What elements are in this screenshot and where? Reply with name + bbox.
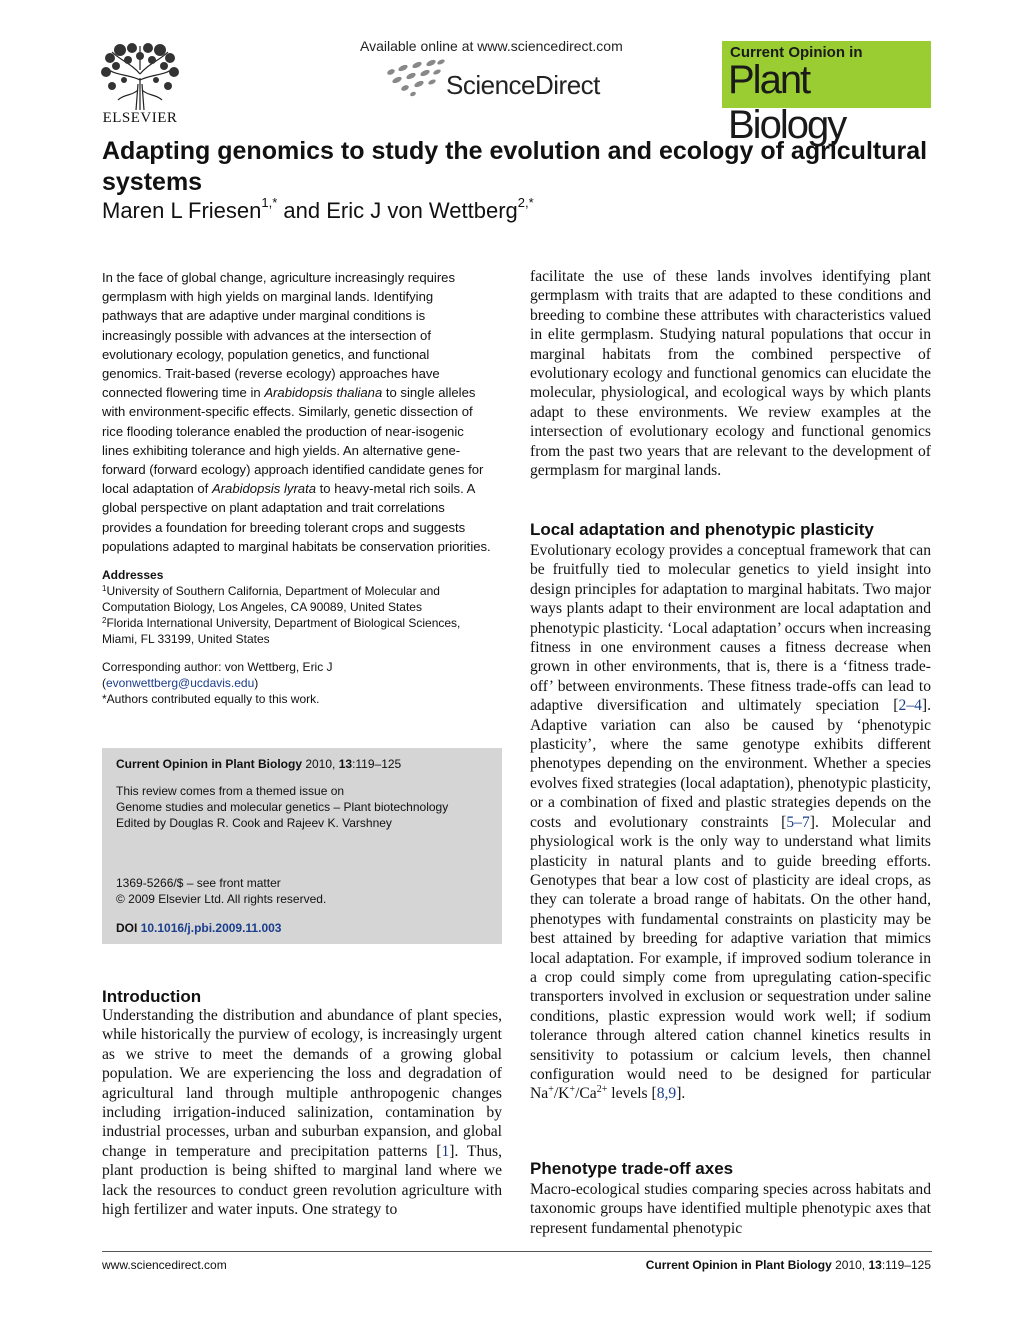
journal-badge	[722, 41, 931, 147]
address-2: $^2$Florida International University, Department of Biological Sciences, Miami, FL 33199, United States	[102, 616, 461, 647]
corresponding-author: Corresponding author: von Wettberg, Eric J	[102, 660, 333, 675]
author-list	[102, 195, 534, 224]
author-1-affiliation[interactable]: 1,*	[261, 195, 278, 210]
sciencedirect-dots-icon	[383, 58, 447, 98]
article-info-box	[102, 748, 502, 944]
reference-link[interactable]: 8,9	[656, 1085, 677, 1103]
journal-badge-top: Current Opinion in	[730, 44, 863, 61]
copyright-line: © 2009 Elsevier Ltd. All rights reserved.	[116, 892, 327, 906]
addresses-heading: Addresses	[102, 568, 164, 583]
publisher-name: ELSEVIER	[102, 110, 178, 126]
journal-badge-main: Plant Biology	[728, 58, 846, 147]
author-2: Eric J von Wettberg	[326, 198, 518, 223]
available-online-text: Available online at www.sciencedirect.com	[360, 38, 623, 54]
article-title: Adapting genomics to study the evolution and ecology of agricultural systems	[102, 137, 928, 196]
issn-line: 1369-5266/$ – see front matter	[116, 876, 281, 890]
footer-url[interactable]: www.sciencedirect.com	[102, 1258, 227, 1272]
species-name: Arabidopsis lyrata	[211, 481, 317, 497]
editors-line: Edited by Douglas R. Cook and Rajeev K. Varshney	[116, 816, 392, 830]
footer-divider	[102, 1251, 932, 1252]
themed-issue-line: This review comes from a themed issue on	[116, 784, 345, 798]
introduction-paragraph: Understanding the distribution and abundance of plant species, while historically the purview of ecology, is increasingly urgent as we strive to meet the demands of a growing global population. We are experiencing the loss and degradation of agricultural land through multiple anthropogenic changes including irrigation-induced salinization, contamination by industrial processes, urban and suburban expansion, and global change in temperature and precipitation patterns [1]. Thus, plant production is being shifted to marginal land where we lack the resources to conduct green revolution agriculture with high fertilizer and water inputs. One strategy to	[102, 1007, 503, 1219]
footer-citation: Current Opinion in Plant Biology 2010, 13:119–125	[645, 1258, 931, 1272]
introduction-continued: facilitate the use of these lands involves identifying plant germplasm with traits that are adapted to these conditions and breeding to combine these attributes with characteristics valued in elite germplasm. Studying natural populations that occur in marginal habitats from the combined perspective of evolutionary ecology and functional genomics can elucidate the molecular, physiological, and ecological ways by which plants adapt to these environments. We review examples at the intersection of evolutionary ecology and functional genomics from the past two years that are relevant to the development of germplasm for marginal lands.	[530, 268, 931, 480]
local-adaptation-paragraph: Evolutionary ecology provides a conceptual framework that can be fruitfully tied to molecular genetics to yield insight into design principles for adaptation to marginal habitats. Two major ways plants adapt to their environment are local adaptation and phenotypic plasticity. ‘Local adaptation’ occurs when increasing fitness in one environment causes a fitness decrease when grown in other environments, that is, there is a ‘fitness trade-off’ between environments. These fitness trade-offs can lead to adaptive diversification and ultimately speciation [2–4]. Adaptive variation can also be caused by ‘phenotypic plasticity’, where the same genotype exhibits different phenotypes depending on the environment. Whether a species evolves fixed strategies (local adaptation), phenotypic plasticity, or a combination of fixed and plastic strategies depends on the costs and evolutionary constraints [5–7]. Molecular and physiological work is the only way to understand what limits plasticity in natural plants and to guide breeding efforts. Genotypes that bear a low cost of plasticity are ideal crops, as they can tolerate a broad range of habitats. On the other hand, phenotypes with fundamental constraints on plasticity may be best attained by breeding for adaptive variation that mimics local adaptation. For example, if improved sodium tolerance in a crop could simply come from upregulating cation-specific transporters involved in exclusion or sequestration under saline conditions, plastic expression would work well; if sodium tolerance through altered cation channel kinetics results in sensitivity to potassium or calcium levels, then channel configuration would need to be designed for particular $Na^+/K^+/Ca^{2+}$ levels [8,9].	[530, 542, 931, 1103]
reference-link[interactable]: 1	[441, 1142, 450, 1160]
corresponding-email-line: (evonwettberg@ucdavis.edu)	[102, 676, 259, 691]
species-name: Arabidopsis thaliana	[264, 385, 383, 401]
author-1: Maren L Friesen	[102, 198, 262, 223]
reference-link[interactable]: 5–7	[786, 813, 810, 831]
doi-line: DOI 10.1016/j.pbi.2009.11.003	[116, 921, 282, 935]
sciencedirect-logo[interactable]	[383, 58, 643, 98]
author-separator: and	[277, 198, 327, 223]
phenotype-tradeoff-heading: Phenotype trade-off axes	[530, 1159, 734, 1178]
email-link[interactable]: evonwettberg@ucdavis.edu	[106, 676, 255, 691]
reference-link[interactable]: 2–4	[898, 697, 922, 715]
doi-link[interactable]: 10.1016/j.pbi.2009.11.003	[140, 921, 282, 935]
author-2-affiliation[interactable]: 2,*	[517, 195, 534, 210]
citation-line: Current Opinion in Plant Biology 2010, 13:119–125	[116, 757, 402, 771]
introduction-heading: Introduction	[102, 987, 202, 1006]
phenotype-tradeoff-paragraph: Macro-ecological studies comparing species across habitats and taxonomic groups have identified multiple phenotypic axes that represent fundamental phenotypic	[530, 1181, 931, 1237]
equal-contribution-note: *Authors contributed equally to this work.	[102, 692, 320, 707]
page-header	[0, 0, 1020, 147]
themed-issue-name: Genome studies and molecular genetics – Plant biotechnology	[116, 800, 449, 814]
address-1: $^1$University of Southern California, Department of Molecular and Computation Biology, Los Angeles, CA 90089, United States	[102, 584, 440, 615]
abstract: In the face of global change, agriculture increasingly requires germplasm with high yields on marginal lands. Identifying pathways that are adaptive under marginal conditions is increasingly possible with advances at the intersection of evolutionary ecology, population genetics, and functional genomics. Trait-based (reverse ecology) approaches have connected flowering time in Arabidopsis thaliana to single alleles with environment-specific effects. Similarly, genetic dissection of rice flooding tolerance enabled the production of near-isogenic lines exhibiting tolerance and high yields. An alternative gene-forward (forward ecology) approach identified candidate genes for local adaptation of Arabidopsis lyrata to heavy-metal rich soils. A global perspective on plant adaptation and trait correlations provides a foundation for breeding tolerant crops and suggests populations adapted to marginal habitats be conservation priorities.	[102, 270, 491, 554]
left-column-front-matter	[102, 268, 492, 707]
sciencedirect-wordmark: ScienceDirect	[446, 70, 600, 100]
local-adaptation-heading: Local adaptation and phenotypic plasticity	[530, 520, 874, 539]
